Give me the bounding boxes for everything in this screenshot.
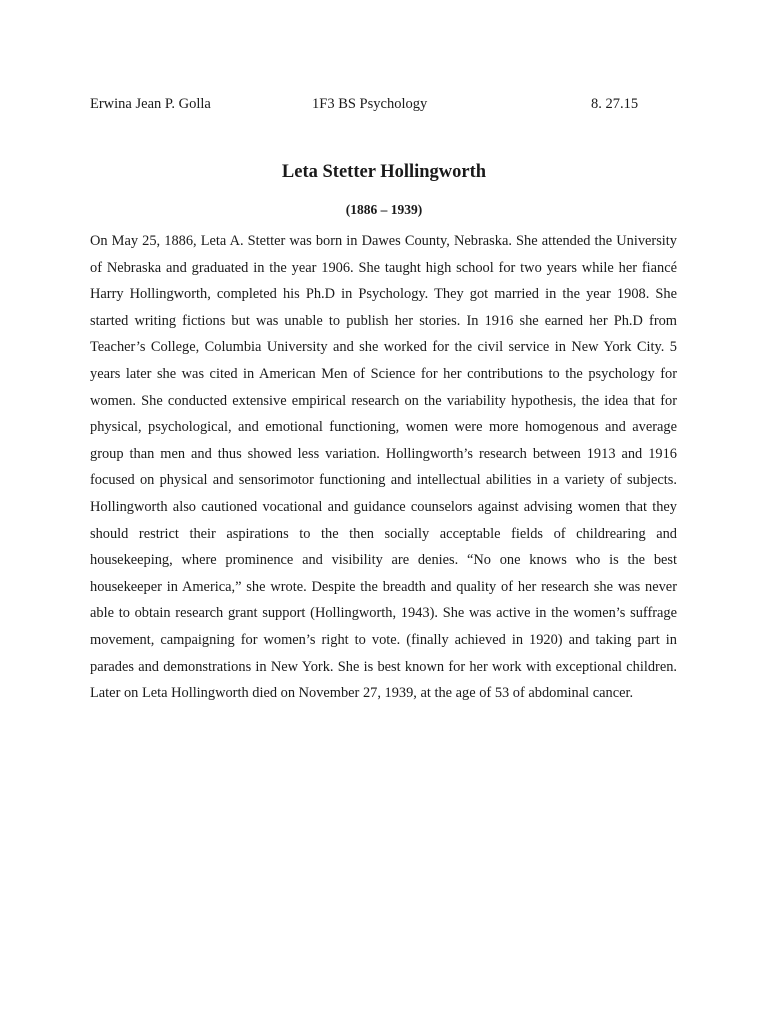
course-section: 1F3 BS Psychology	[312, 96, 428, 112]
document-title: Leta Stetter Hollingworth	[281, 162, 487, 182]
document-subtitle-years: (1886 – 1939)	[345, 202, 423, 217]
document-date: 8. 27.15	[591, 96, 639, 112]
author-name: Erwina Jean P. Golla	[90, 96, 211, 112]
document-header	[90, 94, 680, 114]
body-paragraph: On May 25, 1886, Leta A. Stetter was born in Dawes County, Nebraska. She attended the University of Nebraska and graduated in the year 1906. She taught high school for two years while her fiancé Harry Hollingworth, completed his Ph.D in Psychology. They got married in the year 1908. She started writing fictions but was unable to publish her stories. In 1916 she earned her Ph.D from Teacher’s College, Columbia University and she worked for the civil service in New York City. 5 years later she was cited in American Men of Science for her contributions to the psychology for women. She conducted extensive empirical research on the variability hypothesis, the idea that for physical, psychological, and emotional functioning, women were more homogenous and average group than men and thus showed less variation. Hollingworth’s research between 1913 and 1916 focused on physical and sensorimotor functioning and intellectual abilities in a variety of subjects. Hollingworth also cautioned vocational and guidance counselors against advising women that they should restrict their aspirations to the then socially acceptable fields of childrearing and housekeeping, where prominence and visibility are denies. “No one knows who is the best housekeeper in America,” she wrote. Despite the breadth and quality of her research she was never able to obtain research grant support (Hollingworth, 1943). She was active in the women’s suffrage movement, campaigning for women’s right to vote. (finally achieved in 1920) and taking part in parades and demonstrations in New York. She is best known for her work with exceptional children. Later on Leta Hollingworth died on November 27, 1939, at the age of 53 of abdominal cancer.	[90, 233, 677, 702]
